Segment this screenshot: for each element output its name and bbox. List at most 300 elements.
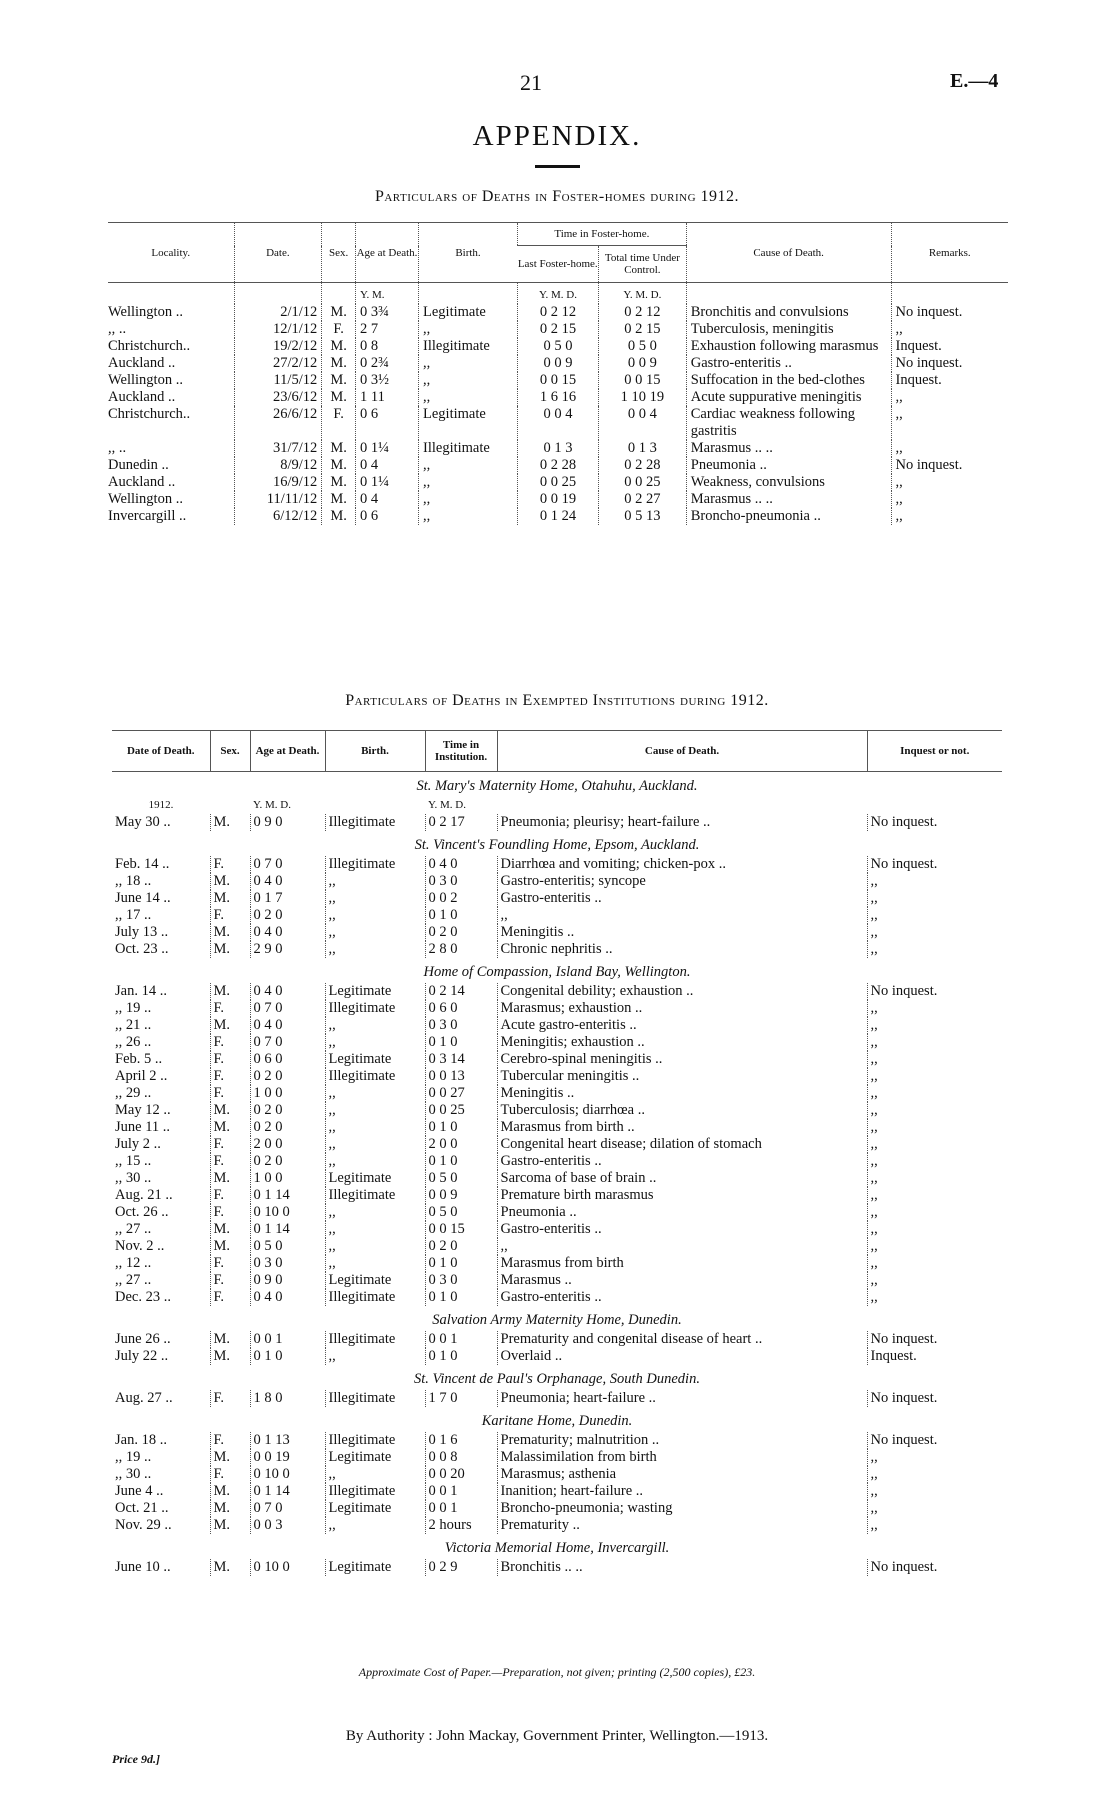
birth-cell: ,, bbox=[419, 457, 518, 474]
date-cell: ,, 18 .. bbox=[115, 873, 152, 889]
sex-cell: M. bbox=[210, 873, 250, 890]
total-time-cell: 0 5 0 bbox=[599, 338, 687, 355]
time-cell: 0 3 0 bbox=[425, 1017, 497, 1034]
cause-cell: Malassimilation from birth bbox=[497, 1449, 867, 1466]
birth-cell: ,, bbox=[325, 1085, 425, 1102]
header-cause-of-death: Cause of Death. bbox=[497, 731, 867, 772]
birth-cell: ,, bbox=[419, 508, 518, 525]
inquest-cell: ,, bbox=[867, 1051, 1002, 1068]
birth-cell: ,, bbox=[419, 491, 518, 508]
time-cell: 0 2 14 bbox=[425, 983, 497, 1000]
sex-cell: M. bbox=[322, 389, 356, 406]
inquest-cell: ,, bbox=[867, 1289, 1002, 1306]
last-foster-cell: 0 5 0 bbox=[518, 338, 599, 355]
locality-cell: Christchurch.. bbox=[108, 406, 191, 422]
birth-cell: ,, bbox=[325, 1153, 425, 1170]
institution-row bbox=[112, 1432, 1002, 1449]
date-cell: Aug. 21 .. bbox=[115, 1187, 173, 1203]
age-cell: 0 2 0 bbox=[250, 1119, 325, 1136]
total-time-cell: 1 10 19 bbox=[599, 389, 687, 406]
date-cell: ,, 27 .. bbox=[115, 1221, 152, 1237]
time-cell: 0 4 0 bbox=[425, 856, 497, 873]
birth-cell: Illegitimate bbox=[419, 440, 518, 457]
institution-row bbox=[112, 1483, 1002, 1500]
sex-cell: M. bbox=[210, 983, 250, 1000]
date-cell: Nov. 2 .. bbox=[115, 1238, 165, 1254]
foster-row bbox=[108, 508, 1008, 525]
foster-homes-table bbox=[108, 222, 1008, 525]
remarks-cell: ,, bbox=[891, 389, 1008, 406]
inquest-cell: ,, bbox=[867, 1517, 1002, 1534]
cause-cell: Prematurity .. bbox=[497, 1517, 867, 1534]
sex-cell: M. bbox=[210, 1170, 250, 1187]
time-cell: 0 0 1 bbox=[425, 1483, 497, 1500]
age-cell: 2 0 0 bbox=[250, 1136, 325, 1153]
sex-cell: F. bbox=[210, 1466, 250, 1483]
institution-row bbox=[112, 1517, 1002, 1534]
foster-row bbox=[108, 389, 1008, 406]
sex-cell: F. bbox=[210, 1034, 250, 1051]
cause-cell: Marasmus .. .. bbox=[686, 491, 891, 508]
sex-cell: F. bbox=[322, 321, 356, 338]
foster-row bbox=[108, 338, 1008, 355]
cause-cell: Gastro-enteritis; syncope bbox=[497, 873, 867, 890]
last-foster-cell: 0 2 28 bbox=[518, 457, 599, 474]
inquest-cell: No inquest. bbox=[867, 1331, 1002, 1348]
inquest-cell: ,, bbox=[867, 1255, 1002, 1272]
institution-row bbox=[112, 1170, 1002, 1187]
header-cause: Cause of Death. bbox=[686, 223, 891, 283]
institution-row bbox=[112, 941, 1002, 958]
institution-row bbox=[112, 1289, 1002, 1306]
cause-cell: Sarcoma of base of brain .. bbox=[497, 1170, 867, 1187]
cause-cell: Gastro-enteritis .. bbox=[686, 355, 891, 372]
age-cell: 0 3 0 bbox=[250, 1255, 325, 1272]
cause-cell: Acute suppurative meningitis bbox=[686, 389, 891, 406]
date-cell: 6/12/12 bbox=[234, 508, 322, 525]
date-cell: July 13 .. bbox=[115, 924, 169, 940]
date-cell: ,, 27 .. bbox=[115, 1272, 152, 1288]
date-cell: ,, 19 .. bbox=[115, 1000, 152, 1016]
birth-cell: ,, bbox=[325, 924, 425, 941]
age-cell: 0 7 0 bbox=[250, 1500, 325, 1517]
time-cell: 0 0 27 bbox=[425, 1085, 497, 1102]
sex-cell: F. bbox=[210, 1255, 250, 1272]
time-cell: 0 2 0 bbox=[425, 1238, 497, 1255]
birth-cell: ,, bbox=[419, 355, 518, 372]
age-cell: 0 0 3 bbox=[250, 1517, 325, 1534]
age-cell: 0 4 bbox=[356, 457, 419, 474]
age-cell: 0 4 0 bbox=[250, 1289, 325, 1306]
cause-cell: Tubercular meningitis .. bbox=[497, 1068, 867, 1085]
date-cell: ,, 12 .. bbox=[115, 1255, 152, 1271]
institution-row bbox=[112, 1255, 1002, 1272]
inquest-cell: ,, bbox=[867, 1272, 1002, 1289]
birth-cell: ,, bbox=[325, 1017, 425, 1034]
institution-row bbox=[112, 1238, 1002, 1255]
time-cell: 2 0 0 bbox=[425, 1136, 497, 1153]
inquest-cell: No inquest. bbox=[867, 1559, 1002, 1576]
locality-cell: Auckland .. bbox=[108, 474, 176, 490]
age-cell: 0 6 bbox=[356, 406, 419, 440]
unit-age: Y. M. bbox=[356, 283, 419, 305]
inquest-cell: ,, bbox=[867, 1466, 1002, 1483]
locality-cell: Dunedin .. bbox=[108, 457, 169, 473]
remarks-cell: ,, bbox=[891, 474, 1008, 491]
remarks-cell: ,, bbox=[891, 321, 1008, 338]
inquest-cell: ,, bbox=[867, 1187, 1002, 1204]
header-remarks: Remarks. bbox=[891, 223, 1008, 283]
sex-cell: F. bbox=[210, 1068, 250, 1085]
time-cell: 0 6 0 bbox=[425, 1000, 497, 1017]
birth-cell: ,, bbox=[325, 1204, 425, 1221]
institution-row bbox=[112, 890, 1002, 907]
age-cell: 0 4 0 bbox=[250, 1017, 325, 1034]
date-cell: ,, 26 .. bbox=[115, 1034, 152, 1050]
time-cell: 0 5 0 bbox=[425, 1170, 497, 1187]
age-cell: 0 0 19 bbox=[250, 1449, 325, 1466]
sex-cell: F. bbox=[210, 1432, 250, 1449]
date-cell: 23/6/12 bbox=[234, 389, 322, 406]
time-cell: 0 1 0 bbox=[425, 1034, 497, 1051]
exempt-subtitle: Particulars of Deaths in Exempted Institutions during 1912. bbox=[345, 692, 769, 709]
header-age: Age at Death. bbox=[356, 223, 419, 283]
sex-cell: F. bbox=[210, 1187, 250, 1204]
age-cell: 0 2 0 bbox=[250, 1153, 325, 1170]
exempted-institutions-table bbox=[112, 730, 1002, 1576]
institution-row bbox=[112, 1466, 1002, 1483]
sex-cell: M. bbox=[210, 1483, 250, 1500]
cause-cell: Gastro-enteritis .. bbox=[497, 890, 867, 907]
time-cell: 0 1 0 bbox=[425, 1119, 497, 1136]
age-cell: 0 1¼ bbox=[356, 440, 419, 457]
sex-cell: F. bbox=[210, 1051, 250, 1068]
date-cell: ,, 30 .. bbox=[115, 1466, 152, 1482]
date-cell: July 22 .. bbox=[115, 1348, 169, 1364]
age-unit-label: Y. M. D. bbox=[253, 799, 292, 811]
cause-cell: Marasmus; exhaustion .. bbox=[497, 1000, 867, 1017]
institution-row bbox=[112, 1136, 1002, 1153]
age-cell: 0 6 bbox=[356, 508, 419, 525]
last-foster-cell: 0 1 3 bbox=[518, 440, 599, 457]
time-cell: 0 1 0 bbox=[425, 907, 497, 924]
total-time-cell: 0 2 28 bbox=[599, 457, 687, 474]
birth-cell: Legitimate bbox=[325, 1051, 425, 1068]
time-cell: 0 2 17 bbox=[425, 814, 497, 831]
date-cell: 2/1/12 bbox=[234, 304, 322, 321]
birth-cell: ,, bbox=[325, 1238, 425, 1255]
age-cell: 0 1 7 bbox=[250, 890, 325, 907]
institution-row bbox=[112, 1051, 1002, 1068]
sex-cell: M. bbox=[322, 491, 356, 508]
sex-cell: F. bbox=[210, 1085, 250, 1102]
date-cell: Oct. 21 .. bbox=[115, 1500, 169, 1516]
age-cell: 0 4 bbox=[356, 491, 419, 508]
age-cell: 0 4 0 bbox=[250, 873, 325, 890]
institution-row bbox=[112, 1221, 1002, 1238]
birth-cell: Illegitimate bbox=[325, 856, 425, 873]
age-cell: 0 10 0 bbox=[250, 1559, 325, 1576]
age-cell: 2 9 0 bbox=[250, 941, 325, 958]
age-cell: 0 8 bbox=[356, 338, 419, 355]
sex-cell: M. bbox=[210, 1517, 250, 1534]
date-cell: Feb. 5 .. bbox=[115, 1051, 163, 1067]
cause-cell: Gastro-enteritis .. bbox=[497, 1221, 867, 1238]
page-number: 21 bbox=[520, 70, 542, 95]
sex-cell: F. bbox=[210, 907, 250, 924]
institution-row bbox=[112, 1085, 1002, 1102]
age-cell: 0 9 0 bbox=[250, 814, 325, 831]
inquest-cell: No inquest. bbox=[867, 856, 1002, 873]
birth-cell: ,, bbox=[419, 389, 518, 406]
institution-row bbox=[112, 1204, 1002, 1221]
sex-cell: F. bbox=[210, 1289, 250, 1306]
institution-heading: St. Mary's Maternity Home, Otahuhu, Auckland. bbox=[416, 778, 698, 794]
sex-cell: M. bbox=[210, 1331, 250, 1348]
age-cell: 0 10 0 bbox=[250, 1466, 325, 1483]
age-cell: 0 1¼ bbox=[356, 474, 419, 491]
birth-cell: Illegitimate bbox=[325, 1289, 425, 1306]
birth-cell: Illegitimate bbox=[325, 1068, 425, 1085]
date-cell: ,, 21 .. bbox=[115, 1017, 152, 1033]
institution-row bbox=[112, 1390, 1002, 1407]
year-label: 1912. bbox=[148, 799, 174, 811]
remarks-cell: Inquest. bbox=[891, 372, 1008, 389]
page-title: APPENDIX. bbox=[472, 120, 642, 152]
total-time-cell: 0 2 12 bbox=[599, 304, 687, 321]
date-cell: 26/6/12 bbox=[234, 406, 322, 440]
time-cell: 0 3 0 bbox=[425, 873, 497, 890]
birth-cell: Legitimate bbox=[325, 1272, 425, 1289]
institution-row bbox=[112, 1034, 1002, 1051]
date-cell: Feb. 14 .. bbox=[115, 856, 170, 872]
header-time-in-institution: Time in Institution. bbox=[425, 731, 497, 772]
institution-row bbox=[112, 1119, 1002, 1136]
date-cell: July 2 .. bbox=[115, 1136, 161, 1152]
inquest-cell: ,, bbox=[867, 1034, 1002, 1051]
sex-cell: F. bbox=[210, 856, 250, 873]
sex-cell: F. bbox=[210, 1153, 250, 1170]
sex-cell: M. bbox=[210, 941, 250, 958]
date-cell: 11/11/12 bbox=[234, 491, 322, 508]
institution-row bbox=[112, 873, 1002, 890]
birth-cell: ,, bbox=[419, 474, 518, 491]
time-cell: 1 7 0 bbox=[425, 1390, 497, 1407]
cause-cell: Cerebro-spinal meningitis .. bbox=[497, 1051, 867, 1068]
header-total-time: Total time Under Control. bbox=[599, 246, 687, 283]
cause-cell: ,, bbox=[497, 1238, 867, 1255]
sex-cell: M. bbox=[210, 924, 250, 941]
locality-cell: Auckland .. bbox=[108, 389, 176, 405]
date-cell: ,, 19 .. bbox=[115, 1449, 152, 1465]
time-unit-label: Y. M. D. bbox=[428, 799, 467, 811]
sex-cell: M. bbox=[322, 372, 356, 389]
inquest-cell: No inquest. bbox=[867, 814, 1002, 831]
birth-cell: Legitimate bbox=[325, 983, 425, 1000]
birth-cell: ,, bbox=[325, 907, 425, 924]
date-cell: June 26 .. bbox=[115, 1331, 171, 1347]
date-cell: June 11 .. bbox=[115, 1119, 171, 1135]
sex-cell: F. bbox=[210, 1272, 250, 1289]
foster-row bbox=[108, 491, 1008, 508]
last-foster-cell: 0 2 12 bbox=[518, 304, 599, 321]
cause-cell: Bronchitis .. .. bbox=[497, 1559, 867, 1576]
cause-cell: Bronchitis and convulsions bbox=[686, 304, 891, 321]
last-foster-cell: 0 0 25 bbox=[518, 474, 599, 491]
inquest-cell: ,, bbox=[867, 924, 1002, 941]
cause-cell: Marasmus from birth .. bbox=[497, 1119, 867, 1136]
age-cell: 0 6 0 bbox=[250, 1051, 325, 1068]
total-time-cell: 0 0 15 bbox=[599, 372, 687, 389]
cause-cell: Diarrhœa and vomiting; chicken-pox .. bbox=[497, 856, 867, 873]
age-cell: 2 7 bbox=[356, 321, 419, 338]
locality-cell: Invercargill .. bbox=[108, 508, 187, 524]
institution-row bbox=[112, 1153, 1002, 1170]
time-cell: 0 1 0 bbox=[425, 1289, 497, 1306]
time-cell: 0 3 0 bbox=[425, 1272, 497, 1289]
institution-row bbox=[112, 1331, 1002, 1348]
cause-cell: Gastro-enteritis .. bbox=[497, 1289, 867, 1306]
birth-cell: Legitimate bbox=[325, 1170, 425, 1187]
date-cell: Oct. 26 .. bbox=[115, 1204, 169, 1220]
time-cell: 0 2 9 bbox=[425, 1559, 497, 1576]
date-cell: 11/5/12 bbox=[234, 372, 322, 389]
total-time-cell: 0 0 4 bbox=[599, 406, 687, 440]
date-cell: ,, 30 .. bbox=[115, 1170, 152, 1186]
title-rule bbox=[535, 165, 580, 168]
locality-cell: ,, .. bbox=[108, 321, 127, 337]
foster-row bbox=[108, 304, 1008, 321]
birth-cell: ,, bbox=[325, 941, 425, 958]
date-cell: 19/2/12 bbox=[234, 338, 322, 355]
foster-row bbox=[108, 406, 1008, 440]
birth-cell: ,, bbox=[419, 372, 518, 389]
institution-row bbox=[112, 1000, 1002, 1017]
birth-cell: Illegitimate bbox=[419, 338, 518, 355]
cause-cell: Meningitis .. bbox=[497, 1085, 867, 1102]
age-cell: 0 7 0 bbox=[250, 1034, 325, 1051]
time-cell: 0 0 15 bbox=[425, 1221, 497, 1238]
birth-cell: Legitimate bbox=[325, 1559, 425, 1576]
institution-row bbox=[112, 1017, 1002, 1034]
time-cell: 0 1 0 bbox=[425, 1255, 497, 1272]
sex-cell: M. bbox=[322, 474, 356, 491]
date-cell: 27/2/12 bbox=[234, 355, 322, 372]
institution-row bbox=[112, 1559, 1002, 1576]
birth-cell: Legitimate bbox=[419, 406, 518, 440]
time-cell: 0 0 20 bbox=[425, 1466, 497, 1483]
birth-cell: Illegitimate bbox=[325, 1390, 425, 1407]
sex-cell: M. bbox=[210, 1221, 250, 1238]
birth-cell: Illegitimate bbox=[325, 1331, 425, 1348]
age-cell: 1 8 0 bbox=[250, 1390, 325, 1407]
date-cell: Jan. 18 .. bbox=[115, 1432, 167, 1448]
date-cell: May 12 .. bbox=[115, 1102, 171, 1118]
sex-cell: M. bbox=[322, 457, 356, 474]
cause-cell: Congenital heart disease; dilation of stomach bbox=[497, 1136, 867, 1153]
age-cell: 0 0 1 bbox=[250, 1331, 325, 1348]
sex-cell: M. bbox=[210, 1102, 250, 1119]
cause-cell: Chronic nephritis .. bbox=[497, 941, 867, 958]
age-cell: 0 4 0 bbox=[250, 924, 325, 941]
cause-cell: Premature birth marasmus bbox=[497, 1187, 867, 1204]
cause-cell: Broncho-pneumonia .. bbox=[686, 508, 891, 525]
last-foster-cell: 0 0 9 bbox=[518, 355, 599, 372]
institution-row bbox=[112, 1187, 1002, 1204]
age-cell: 0 3¾ bbox=[356, 304, 419, 321]
total-time-cell: 0 1 3 bbox=[599, 440, 687, 457]
time-cell: 0 0 25 bbox=[425, 1102, 497, 1119]
birth-cell: Legitimate bbox=[419, 304, 518, 321]
institution-heading: Victoria Memorial Home, Invercargill. bbox=[444, 1540, 670, 1556]
cause-cell: Meningitis .. bbox=[497, 924, 867, 941]
time-cell: 0 0 9 bbox=[425, 1187, 497, 1204]
foster-row bbox=[108, 474, 1008, 491]
date-cell: Dec. 23 .. bbox=[115, 1289, 171, 1305]
date-cell: May 30 .. bbox=[115, 814, 171, 830]
cause-cell: ,, bbox=[497, 907, 867, 924]
time-cell: 0 0 1 bbox=[425, 1331, 497, 1348]
time-cell: 0 0 1 bbox=[425, 1500, 497, 1517]
age-cell: 0 1 14 bbox=[250, 1221, 325, 1238]
sex-cell: M. bbox=[322, 355, 356, 372]
institution-row bbox=[112, 1102, 1002, 1119]
inquest-cell: ,, bbox=[867, 907, 1002, 924]
time-cell: 2 8 0 bbox=[425, 941, 497, 958]
header-sex: Sex. bbox=[210, 731, 250, 772]
total-time-cell: 0 2 15 bbox=[599, 321, 687, 338]
sex-cell: F. bbox=[322, 406, 356, 440]
birth-cell: ,, bbox=[325, 1221, 425, 1238]
header-time-group: Time in Foster-home. bbox=[518, 223, 687, 246]
institution-row bbox=[112, 1500, 1002, 1517]
inquest-cell: Inquest. bbox=[867, 1348, 1002, 1365]
cause-cell: Exhaustion following marasmus bbox=[686, 338, 891, 355]
date-cell: June 10 .. bbox=[115, 1559, 171, 1575]
total-time-cell: 0 2 27 bbox=[599, 491, 687, 508]
foster-subtitle: Particulars of Deaths in Foster-homes during 1912. bbox=[374, 188, 740, 205]
date-cell: 8/9/12 bbox=[234, 457, 322, 474]
date-cell: Aug. 27 .. bbox=[115, 1390, 173, 1406]
age-cell: 0 7 0 bbox=[250, 856, 325, 873]
inquest-cell: No inquest. bbox=[867, 1432, 1002, 1449]
inquest-cell: ,, bbox=[867, 1017, 1002, 1034]
cause-cell: Marasmus from birth bbox=[497, 1255, 867, 1272]
cause-cell: Pneumonia; heart-failure .. bbox=[497, 1390, 867, 1407]
total-time-cell: 0 0 9 bbox=[599, 355, 687, 372]
sex-cell: F. bbox=[210, 1136, 250, 1153]
institution-row bbox=[112, 1348, 1002, 1365]
inquest-cell: ,, bbox=[867, 1204, 1002, 1221]
time-cell: 0 1 6 bbox=[425, 1432, 497, 1449]
foster-row bbox=[108, 321, 1008, 338]
date-cell: ,, 29 .. bbox=[115, 1085, 152, 1101]
date-cell: June 14 .. bbox=[115, 890, 171, 906]
date-cell: Jan. 14 .. bbox=[115, 983, 167, 999]
sex-cell: M. bbox=[210, 1119, 250, 1136]
time-cell: 0 1 0 bbox=[425, 1153, 497, 1170]
birth-cell: ,, bbox=[325, 1102, 425, 1119]
inquest-cell: ,, bbox=[867, 1119, 1002, 1136]
remarks-cell: ,, bbox=[891, 406, 1008, 440]
cause-cell: Cardiac weakness following gastritis bbox=[686, 406, 891, 440]
birth-cell: Illegitimate bbox=[325, 1187, 425, 1204]
sex-cell: M. bbox=[210, 1238, 250, 1255]
sex-cell: M. bbox=[322, 508, 356, 525]
age-cell: 0 7 0 bbox=[250, 1000, 325, 1017]
cause-cell: Tuberculosis, meningitis bbox=[686, 321, 891, 338]
inquest-cell: ,, bbox=[867, 1483, 1002, 1500]
